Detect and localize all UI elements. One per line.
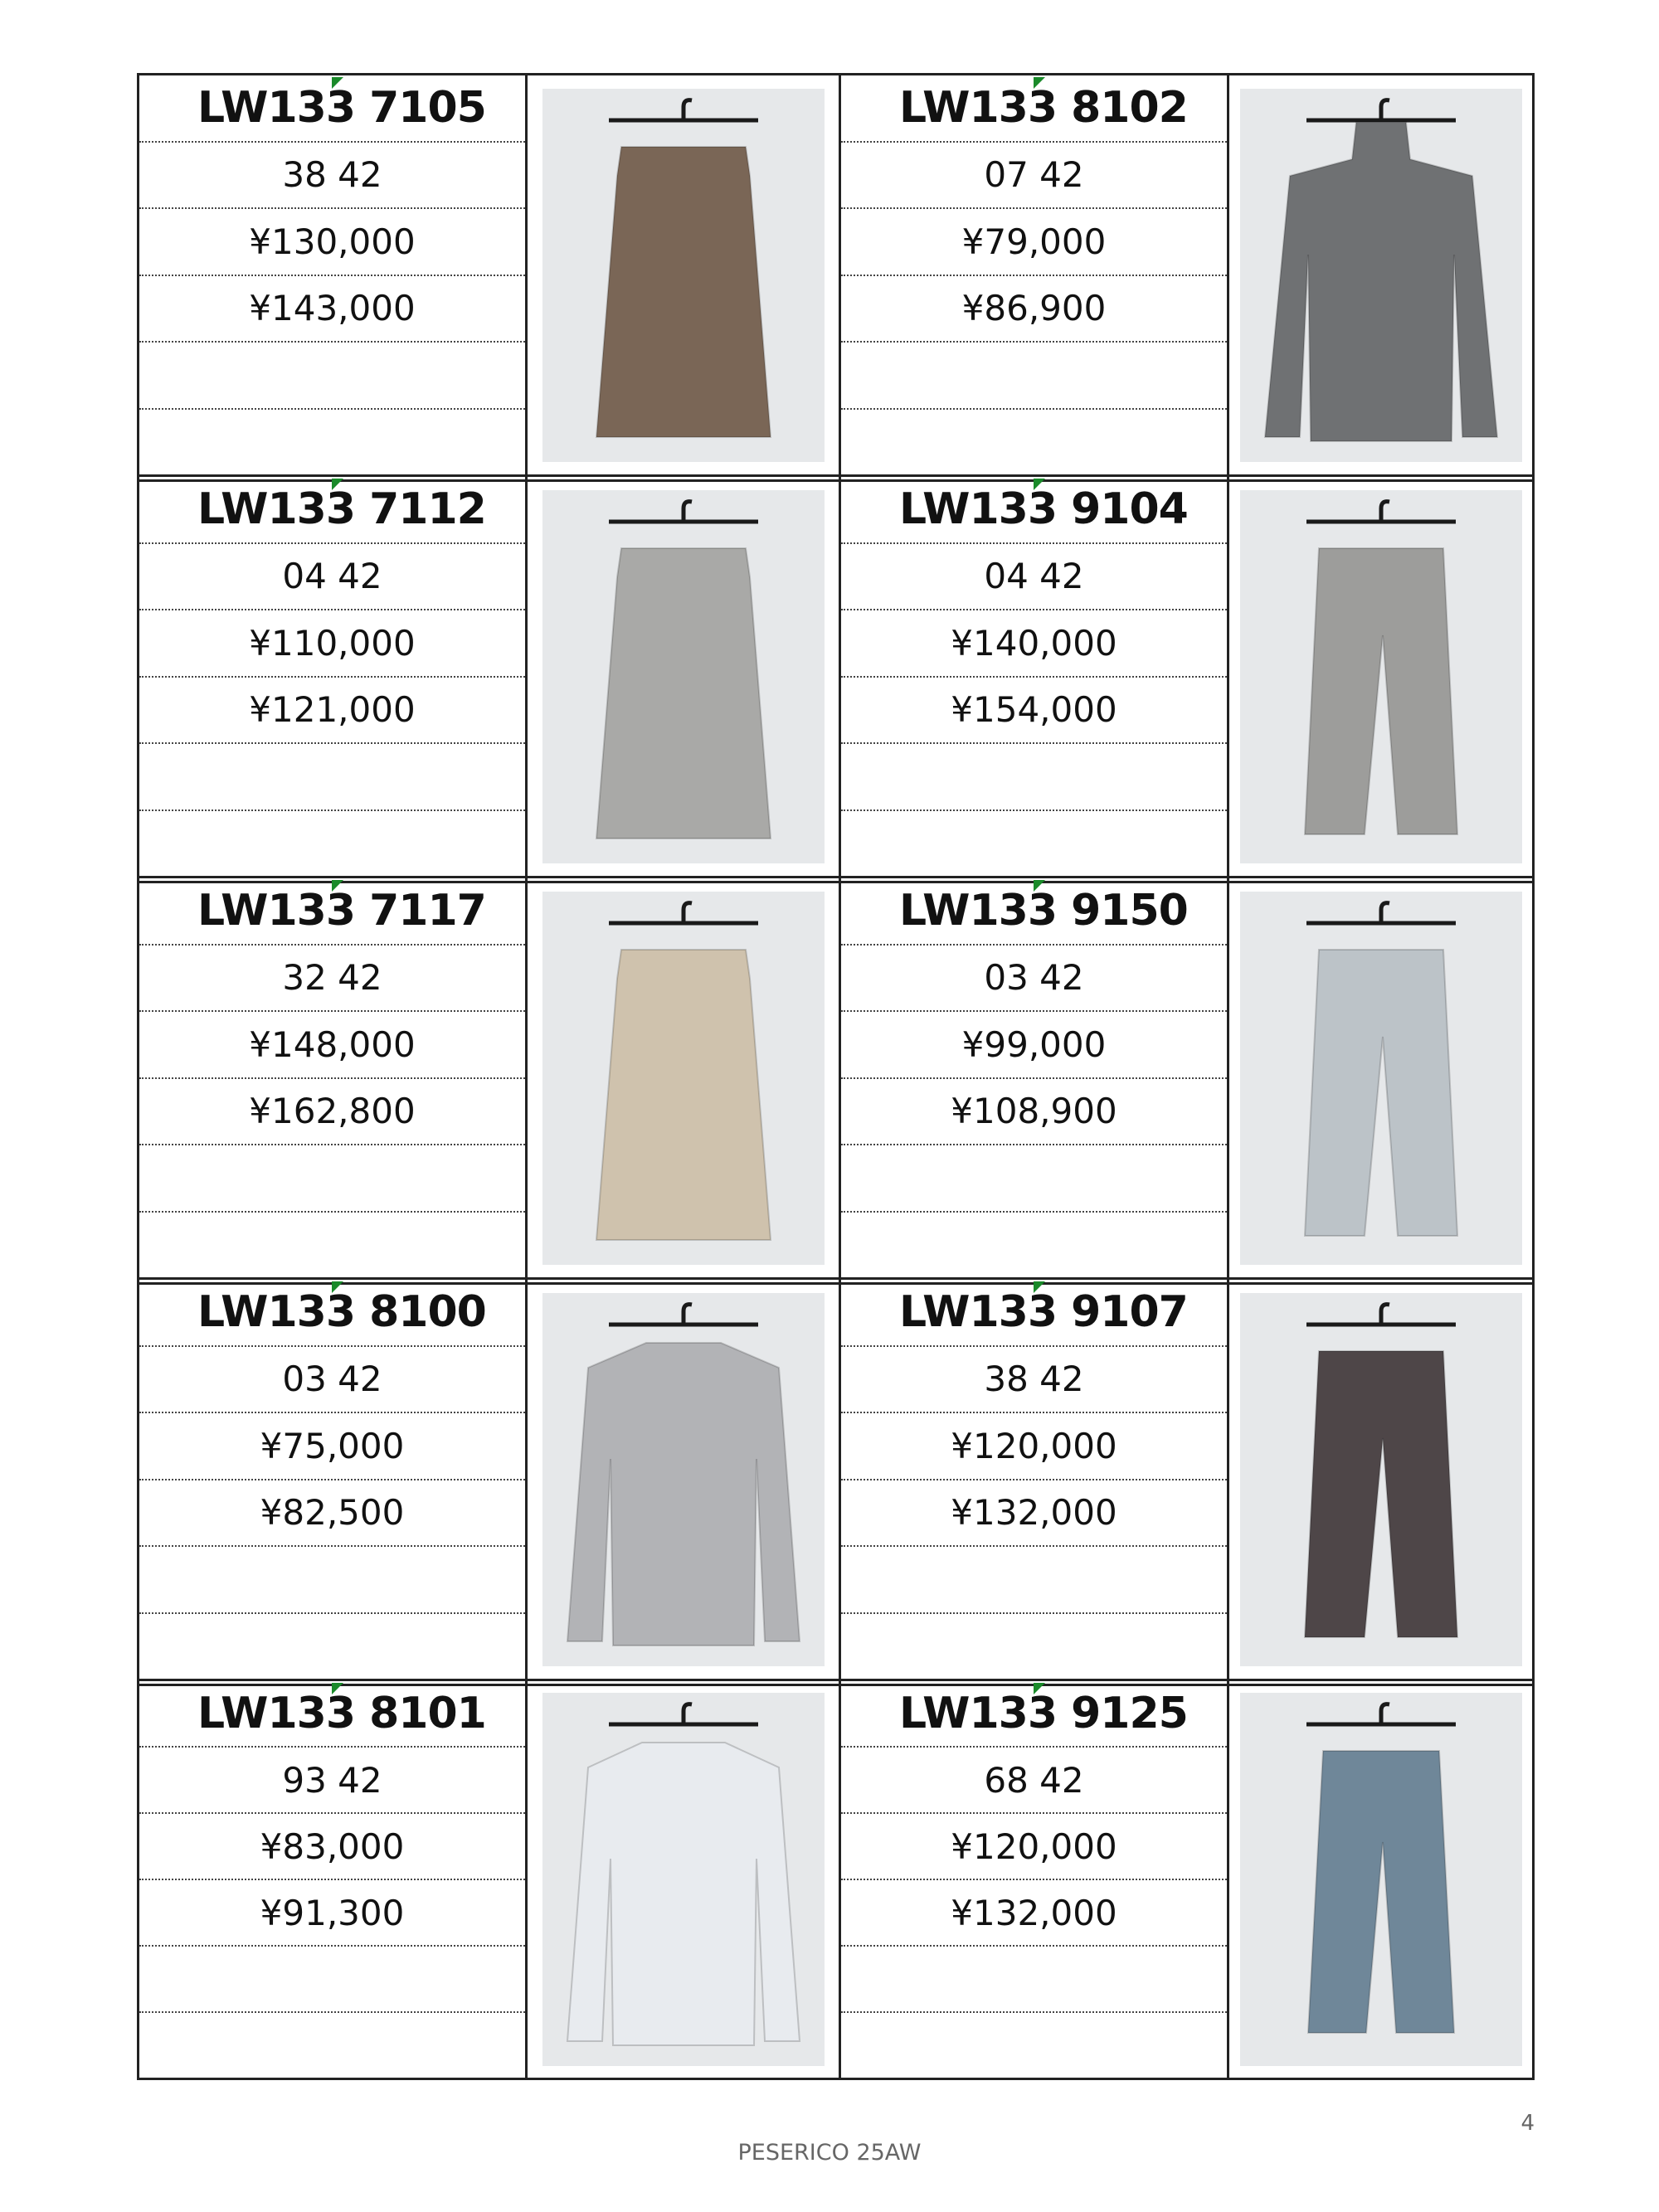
footer-brand-season: PESERICO 25AW <box>737 2140 922 2166</box>
product-photo <box>542 1693 825 2066</box>
product-code: LW133 7112 <box>139 477 525 544</box>
product-color-size: 04 42 <box>841 544 1227 611</box>
product-price-tax-included: ¥132,000 <box>841 1880 1227 1947</box>
product-color-size: 93 42 <box>139 1748 525 1814</box>
product-photo <box>1240 1293 1522 1666</box>
empty-line <box>139 1145 525 1213</box>
garment-illustration <box>1240 892 1522 1265</box>
product-row <box>137 73 1535 474</box>
product-price-tax-included: ¥162,800 <box>139 1079 525 1146</box>
empty-line <box>139 744 525 811</box>
product-price: ¥148,000 <box>139 1012 525 1079</box>
product-info-right <box>839 477 1227 876</box>
photo-backdrop <box>1240 892 1522 1265</box>
product-color-size: 04 42 <box>139 544 525 611</box>
garment-shape <box>596 548 771 839</box>
empty-line <box>841 1614 1227 1680</box>
garment-shape <box>596 147 771 437</box>
product-photo-cell <box>525 1681 839 2078</box>
product-code: LW133 9150 <box>841 878 1227 946</box>
product-color-size: 38 42 <box>139 143 525 210</box>
product-price: ¥110,000 <box>139 610 525 678</box>
empty-line <box>139 2013 525 2078</box>
product-code: LW133 7105 <box>139 75 525 143</box>
product-code: LW133 8101 <box>139 1681 525 1748</box>
product-color-size: 07 42 <box>841 143 1227 210</box>
product-photo <box>542 89 825 462</box>
product-photo-cell <box>1227 878 1535 1277</box>
product-row <box>137 1679 1535 2080</box>
empty-line <box>841 1547 1227 1614</box>
product-price-tax-included: ¥108,900 <box>841 1079 1227 1146</box>
product-photo <box>1240 892 1522 1265</box>
product-price-tax-included: ¥154,000 <box>841 678 1227 745</box>
product-price-tax-included: ¥121,000 <box>139 678 525 745</box>
garment-shape <box>567 1343 800 1646</box>
product-color-size: 03 42 <box>139 1347 525 1414</box>
garment-illustration <box>1240 490 1522 863</box>
garment-illustration <box>1240 89 1522 462</box>
product-photo-cell <box>525 477 839 876</box>
product-info-right <box>839 1681 1227 2078</box>
product-photo-cell <box>1227 477 1535 876</box>
product-info-left <box>137 878 525 1277</box>
product-price-tax-included: ¥91,300 <box>139 1880 525 1947</box>
photo-backdrop <box>1240 490 1522 863</box>
product-price: ¥83,000 <box>139 1814 525 1880</box>
product-row <box>137 474 1535 876</box>
product-code: LW133 8102 <box>841 75 1227 143</box>
empty-line <box>841 811 1227 877</box>
garment-illustration <box>1240 1693 1522 2066</box>
product-color-size: 38 42 <box>841 1347 1227 1414</box>
product-code: LW133 8100 <box>139 1280 525 1347</box>
product-price-tax-included: ¥86,900 <box>841 276 1227 343</box>
product-photo-cell <box>525 878 839 1277</box>
product-photo <box>1240 1693 1522 2066</box>
product-price: ¥75,000 <box>139 1413 525 1480</box>
empty-line <box>841 1145 1227 1213</box>
product-row <box>137 876 1535 1277</box>
product-code: LW133 9107 <box>841 1280 1227 1347</box>
garment-shape <box>596 950 771 1240</box>
empty-line <box>139 1947 525 2013</box>
garment-illustration <box>542 892 825 1265</box>
empty-line <box>139 343 525 410</box>
product-photo-cell <box>525 75 839 474</box>
empty-line <box>139 1213 525 1278</box>
product-color-size: 03 42 <box>841 946 1227 1013</box>
empty-line <box>841 410 1227 475</box>
product-info-right <box>839 878 1227 1277</box>
product-price: ¥130,000 <box>139 209 525 276</box>
product-photo <box>1240 89 1522 462</box>
empty-line <box>139 1614 525 1680</box>
product-info-right <box>839 1280 1227 1679</box>
empty-line <box>841 2013 1227 2078</box>
photo-backdrop <box>1240 1293 1522 1666</box>
empty-line <box>841 1213 1227 1278</box>
empty-line <box>841 343 1227 410</box>
garment-illustration <box>542 1293 825 1666</box>
product-photo-cell <box>1227 1681 1535 2078</box>
empty-line <box>139 1547 525 1614</box>
page-number: 4 <box>1520 2111 1535 2136</box>
product-photo <box>542 1293 825 1666</box>
product-info-left <box>137 1681 525 2078</box>
product-price: ¥140,000 <box>841 610 1227 678</box>
product-color-size: 32 42 <box>139 946 525 1013</box>
product-row <box>137 1277 1535 1679</box>
product-info-left <box>137 75 525 474</box>
product-info-right <box>839 75 1227 474</box>
product-photo-cell <box>1227 1280 1535 1679</box>
product-price: ¥120,000 <box>841 1814 1227 1880</box>
product-info-left <box>137 1280 525 1679</box>
product-info-left <box>137 477 525 876</box>
product-price: ¥79,000 <box>841 209 1227 276</box>
product-code: LW133 9104 <box>841 477 1227 544</box>
product-code: LW133 7117 <box>139 878 525 946</box>
empty-line <box>139 811 525 877</box>
product-code: LW133 9125 <box>841 1681 1227 1748</box>
empty-line <box>841 744 1227 811</box>
product-catalog-table <box>137 73 1535 2080</box>
product-price-tax-included: ¥143,000 <box>139 276 525 343</box>
product-price-tax-included: ¥132,000 <box>841 1480 1227 1548</box>
product-photo <box>542 490 825 863</box>
empty-line <box>841 1947 1227 2013</box>
product-price: ¥99,000 <box>841 1012 1227 1079</box>
garment-illustration <box>1240 1293 1522 1666</box>
product-photo-cell <box>525 1280 839 1679</box>
product-photo <box>542 892 825 1265</box>
product-color-size: 68 42 <box>841 1748 1227 1814</box>
garment-illustration <box>542 89 825 462</box>
product-photo <box>1240 490 1522 863</box>
garment-illustration <box>542 1693 825 2066</box>
product-price: ¥120,000 <box>841 1413 1227 1480</box>
garment-illustration <box>542 490 825 863</box>
product-photo-cell <box>1227 75 1535 474</box>
garment-shape <box>567 1743 800 2045</box>
empty-line <box>139 410 525 475</box>
photo-backdrop <box>1240 1693 1522 2066</box>
product-price-tax-included: ¥82,500 <box>139 1480 525 1548</box>
